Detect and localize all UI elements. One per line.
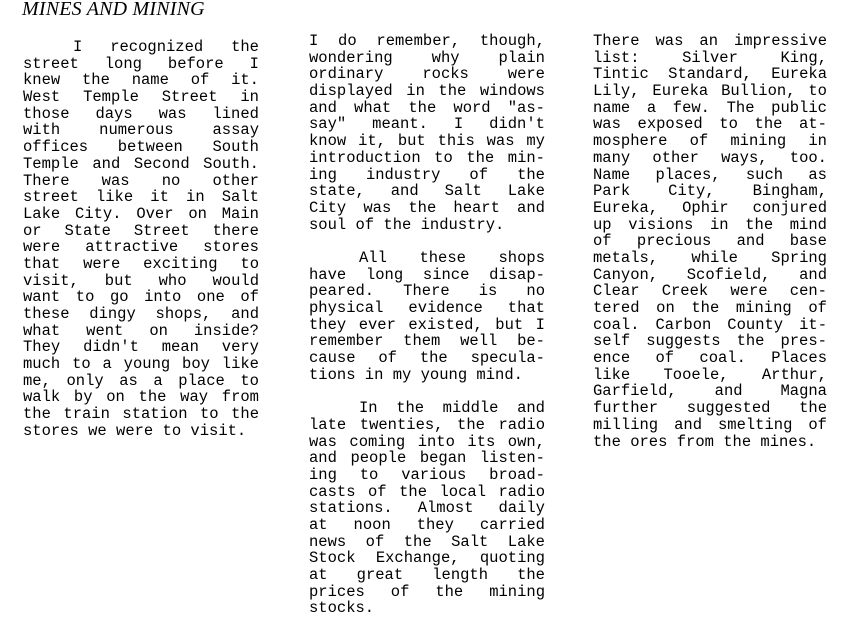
text-line: stations. Almost daily (309, 499, 545, 518)
text-line: and people began listen- (309, 449, 545, 468)
text-line: stocks. (309, 599, 375, 617)
text-line: peared. There is no (309, 282, 545, 301)
text-line: displayed in the windows (309, 82, 545, 101)
text-line: ing industry of the (309, 165, 545, 184)
text-line: remember them well be- (309, 332, 545, 351)
text-line: ing to various broad- (309, 465, 545, 484)
text-line: with numerous assay (23, 121, 259, 140)
text-line: and what the word "as- (309, 98, 545, 117)
text-line: physical evidence that (309, 299, 545, 317)
text-line: In the middle and (359, 399, 545, 418)
text-line: Clear Creek were cen- (593, 282, 827, 301)
text-line: late twenties, the radio (309, 415, 545, 434)
text-line: street like it in Salt (23, 188, 259, 207)
text-line: want to go into one of (23, 288, 259, 307)
paragraph-gap (309, 383, 545, 400)
text-line: know it, but this was my (309, 132, 545, 151)
text-line: news of the Salt Lake (309, 532, 545, 551)
text-line: like Tooele, Arthur, (593, 365, 827, 384)
text-line: were attractive stores (23, 238, 259, 257)
text-line: West Temple Street in (23, 88, 259, 107)
text-line: those days was lined (23, 104, 259, 123)
text-line: Tintic Standard, Eureka (593, 65, 827, 84)
text-line: tered on the mining of (593, 299, 827, 317)
paragraph-gap (309, 233, 545, 250)
text-line: at great length the (309, 566, 545, 584)
text-line: many other ways, too. (593, 148, 827, 167)
text-line: up visions in the mind (593, 215, 827, 234)
text-line: Garfield, and Magna (593, 382, 827, 401)
text-line: coal. Carbon County it- (593, 315, 827, 334)
text-line: metals, while Spring (593, 248, 827, 267)
text-column-2 (309, 33, 545, 617)
text-line: me, only as a place to (23, 371, 259, 390)
text-line: They didn't mean very (23, 338, 259, 357)
text-line: cause of the specula- (309, 349, 545, 368)
text-line: Canyon, Scofield, and (593, 265, 827, 284)
text-line: name a few. The public (593, 98, 827, 117)
text-line: the train station to the (23, 405, 259, 424)
text-column-1 (23, 39, 259, 440)
text-line: soul of the industry. (309, 215, 505, 234)
text-line: these dingy shops, and (23, 305, 259, 323)
text-line: stores we were to visit. (23, 421, 247, 440)
text-line: wondering why plain (309, 48, 545, 67)
text-line: was exposed to the at- (593, 115, 827, 134)
text-line: introduction to the min- (309, 148, 545, 167)
text-line: have long since disap- (309, 265, 545, 284)
text-line: was coming into its own, (309, 432, 545, 451)
text-line: I do remember, though, (309, 32, 545, 50)
text-line: Eureka, Ophir conjured (593, 198, 827, 217)
text-line: mosphere of mining in (593, 132, 827, 151)
text-line: All these shops (359, 248, 545, 267)
text-line: casts of the local radio (309, 482, 545, 501)
text-line: There was an impressive (593, 32, 827, 50)
section-header: MINES AND MINING (22, 0, 205, 20)
text-line: further suggested the (593, 399, 827, 418)
text-column-3 (593, 33, 827, 450)
text-line: Lily, Eureka Bullion, to (593, 82, 827, 101)
text-line: visit, but who would (23, 271, 259, 290)
text-line: Lake City. Over on Main (23, 204, 259, 223)
text-line: ence of coal. Places (593, 349, 827, 368)
text-line: prices of the mining (309, 582, 545, 601)
text-line: the ores from the mines. (593, 432, 817, 451)
text-line: say" meant. I didn't (309, 115, 545, 134)
text-line: tions in my young mind. (309, 365, 523, 384)
text-line: Temple and Second South. (23, 154, 259, 173)
text-line: There was no other (23, 171, 259, 190)
text-line: list: Silver King, (593, 48, 827, 67)
text-line: I recognized the (73, 38, 259, 56)
text-line: street long before I (23, 54, 259, 73)
text-line: of precious and base (593, 232, 827, 251)
text-line: they ever existed, but I (309, 315, 545, 334)
text-line: or State Street there (23, 221, 259, 240)
text-line: City was the heart and (309, 198, 545, 217)
text-line: ordinary rocks were (309, 65, 545, 84)
text-line: state, and Salt Lake (309, 182, 545, 201)
text-line: at noon they carried (309, 515, 545, 534)
text-line: offices between South (23, 138, 259, 157)
text-line: self suggests the pres- (593, 332, 827, 351)
text-line: that were exciting to (23, 254, 259, 273)
text-line: much to a young boy like (23, 355, 259, 374)
text-line: Name places, such as (593, 165, 827, 184)
text-line: Park City, Bingham, (593, 182, 827, 201)
text-line: what went on inside? (23, 321, 259, 340)
text-line: milling and smelting of (593, 415, 827, 434)
text-line: Stock Exchange, quoting (309, 549, 545, 568)
text-line: walk by on the way from (23, 388, 259, 407)
text-line: knew the name of it. (23, 71, 259, 90)
